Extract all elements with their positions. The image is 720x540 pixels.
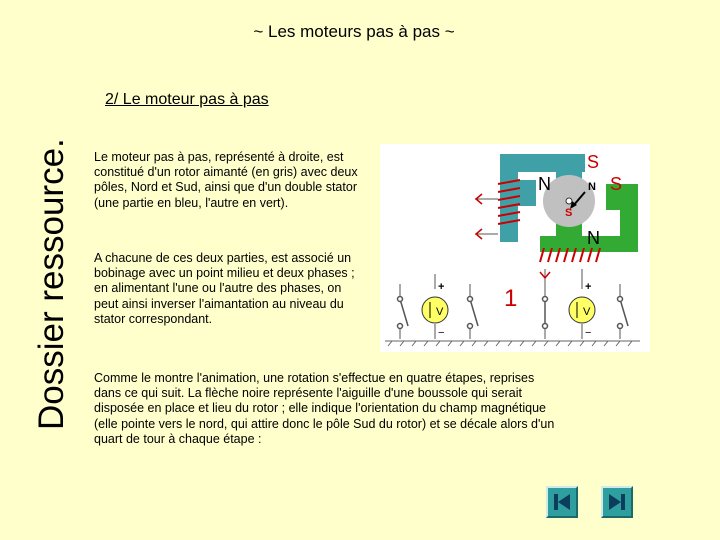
stepper-motor-svg bbox=[380, 144, 650, 352]
plus-right-label: + bbox=[585, 281, 592, 293]
page-title bbox=[0, 22, 720, 42]
rotor-center bbox=[566, 198, 572, 204]
last-slide-icon bbox=[601, 486, 633, 518]
plus-left-label: + bbox=[438, 281, 445, 293]
voltage-right-label: V bbox=[583, 306, 591, 318]
pole-label-top: S bbox=[587, 152, 600, 172]
minus-right-label: − bbox=[585, 327, 592, 339]
pole-label-left: N bbox=[538, 174, 551, 194]
paragraph-rotor-stator: Le moteur pas à pas, représenté à droite, est constitué d'un rotor aimanté (en gris) avec deux pôles, Nord et Sud, ainsi que d'un double stator (une partie en bleu, l'autre en vert). bbox=[94, 150, 358, 210]
paragraph-phases: A chacune de ces deux parties, est associé un bobinage avec un point milieu et deux phases ; en alimentant l'une ou l'autre des phases, on peut ainsi inverser l'aimantation au niveau du stator correspondant. bbox=[94, 251, 355, 326]
voltage-left-label: V bbox=[436, 306, 444, 318]
first-slide-icon bbox=[546, 486, 578, 518]
section-subtitle: 2/ Le moteur pas à pas bbox=[105, 91, 269, 108]
last-slide-button[interactable] bbox=[601, 486, 633, 518]
page-title-text: ~ Les moteurs pas à pas ~ bbox=[253, 22, 455, 41]
voltage-source-left bbox=[422, 297, 448, 323]
ground-hatch bbox=[385, 341, 640, 346]
pole-label-right: S bbox=[610, 174, 623, 194]
pole-label-bottom: N bbox=[587, 228, 600, 248]
minus-left-label: − bbox=[438, 327, 445, 339]
rotor-south-label: S bbox=[565, 207, 573, 219]
first-slide-button[interactable] bbox=[546, 486, 578, 518]
paragraph-rotation: Comme le montre l'animation, une rotation s'effectue en quatre étapes, reprises dans ce qui suit. La flèche noire représente l'aiguille d'une boussole qui serait disposée en place et lieu du rotor ; elle indique l'orientation du champ magnétique (elle pointe vers le nord, qui attire donc le pôle Sud du rotor) et se décale alors d'un quart de tour à chaque étape : bbox=[94, 371, 555, 446]
step-number: 1 bbox=[504, 285, 518, 312]
blue-stator-pole-left bbox=[518, 180, 536, 206]
voltage-source-right bbox=[569, 297, 595, 323]
rotor-north-label: N bbox=[588, 181, 596, 193]
stepper-motor-diagram bbox=[380, 144, 650, 352]
side-title: Dossier ressource. bbox=[32, 138, 71, 430]
